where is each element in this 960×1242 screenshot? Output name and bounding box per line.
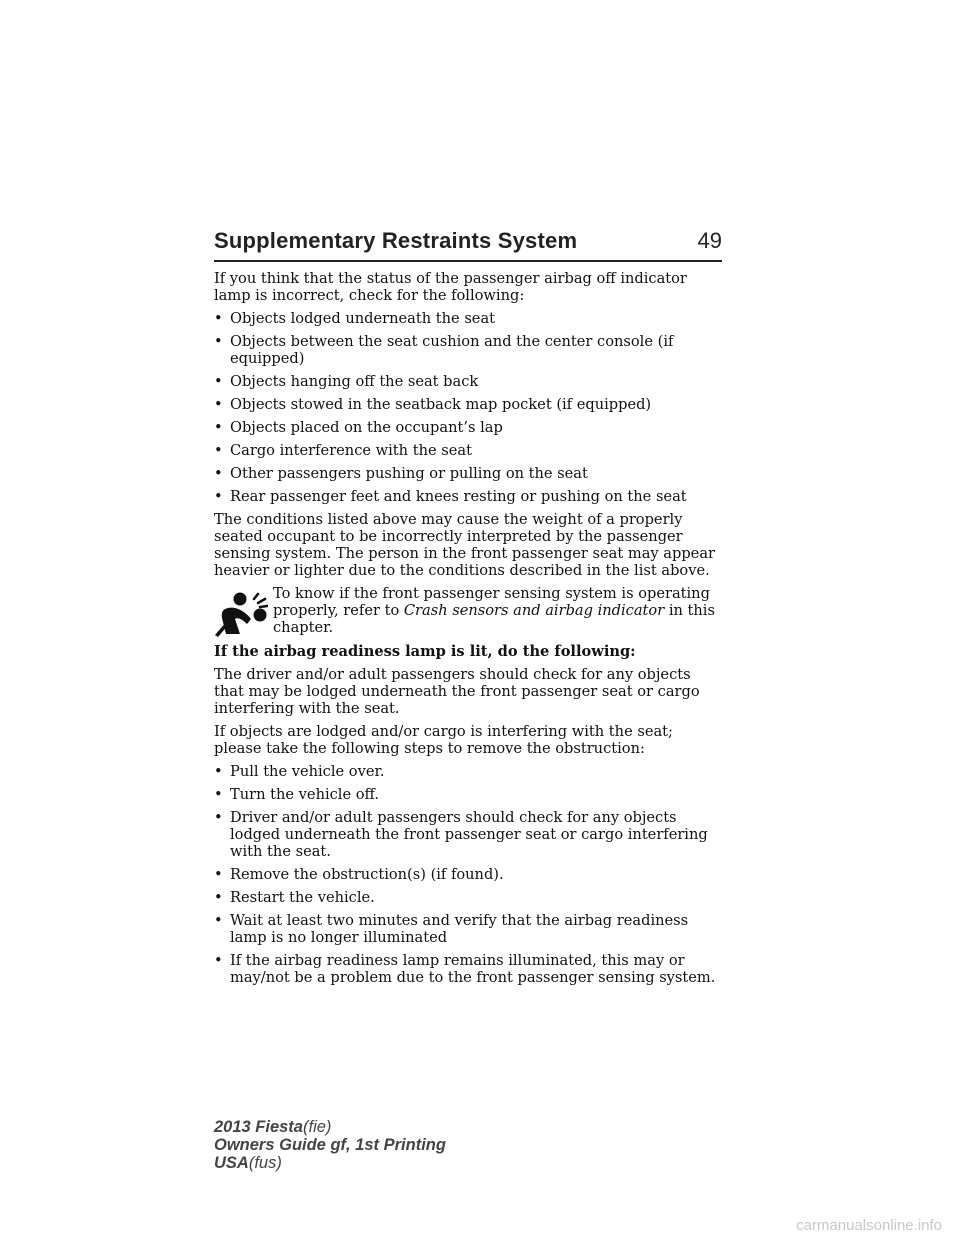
readiness-heading: If the airbag readiness lamp is lit, do the following: [214,643,636,660]
list-item: • Driver and/or adult passengers should check for any objects lodged underneath the front passenger seat or cargo interfering with the seat. [214,809,722,860]
footer-model: 2013 Fiesta [214,1118,303,1136]
footer-line-1 [214,1118,446,1136]
list-item: • Objects lodged underneath the seat [214,310,722,327]
readiness-paragraph: The driver and/or adult passengers should check for any objects that may be lodged underneath the front passenger seat or cargo interfering with the seat. [214,666,700,717]
list-item: • Other passengers pushing or pulling on the seat [214,465,722,482]
watermark: carmanualsonline.info [796,1217,942,1234]
list-item: • Wait at least two minutes and verify that the airbag readiness lamp is no longer illuminated [214,912,722,946]
list-item: • Objects hanging off the seat back [214,373,722,390]
list-item: • Rear passenger feet and knees resting or pushing on the seat [214,488,722,505]
footer-line-2: Owners Guide gf, 1st Printing [214,1136,446,1154]
section-title: Supplementary Restraints System [214,228,578,253]
footer-line-3 [214,1154,446,1172]
note-text-after: in this chapter. [273,602,715,636]
note-text-before: To know if the front passenger sensing system is operating properly, refer to [273,585,710,619]
list-item: • Restart the vehicle. [214,889,722,906]
page-number: 49 [697,228,722,253]
list-item: • Remove the obstruction(s) (if found). [214,866,722,883]
list-item: • If the airbag readiness lamp remains illuminated, this may or may/not be a problem due to the front passenger sensing system. [214,952,722,986]
airbag-warning-icon [214,591,268,637]
footer-model-code: (fie) [302,1118,332,1136]
intro-paragraph: If you think that the status of the passenger airbag off indicator lamp is incorrect, check for the following: [214,270,687,304]
conditions-paragraph: The conditions listed above may cause the weight of a properly seated occupant to be incorrectly interpreted by the passenger sensing system. The person in the front passenger seat may appear heavier or lighter due to the conditions described in the list above. [214,511,715,579]
list-item: • Cargo interference with the seat [214,442,722,459]
list-item: • Objects placed on the occupant’s lap [214,419,722,436]
page-content [214,270,722,992]
list-item: • Objects stowed in the seatback map pocket (if equipped) [214,396,722,413]
list-item: • Pull the vehicle over. [214,763,722,780]
note-text [273,585,722,636]
print-footer [214,1118,446,1172]
steps-intro: If objects are lodged and/or cargo is interfering with the seat; please take the following steps to remove the obstruction: [214,723,673,757]
note-block [214,585,722,637]
page-header [214,228,722,262]
list-item: • Objects between the seat cushion and the center console (if equipped) [214,333,722,367]
list-item: • Turn the vehicle off. [214,786,722,803]
cross-reference-link: Crash sensors and airbag indicator [403,602,665,619]
steps-list [214,763,722,986]
footer-market-code: (fus) [248,1154,282,1172]
footer-market: USA [214,1154,249,1172]
check-list [214,310,722,505]
